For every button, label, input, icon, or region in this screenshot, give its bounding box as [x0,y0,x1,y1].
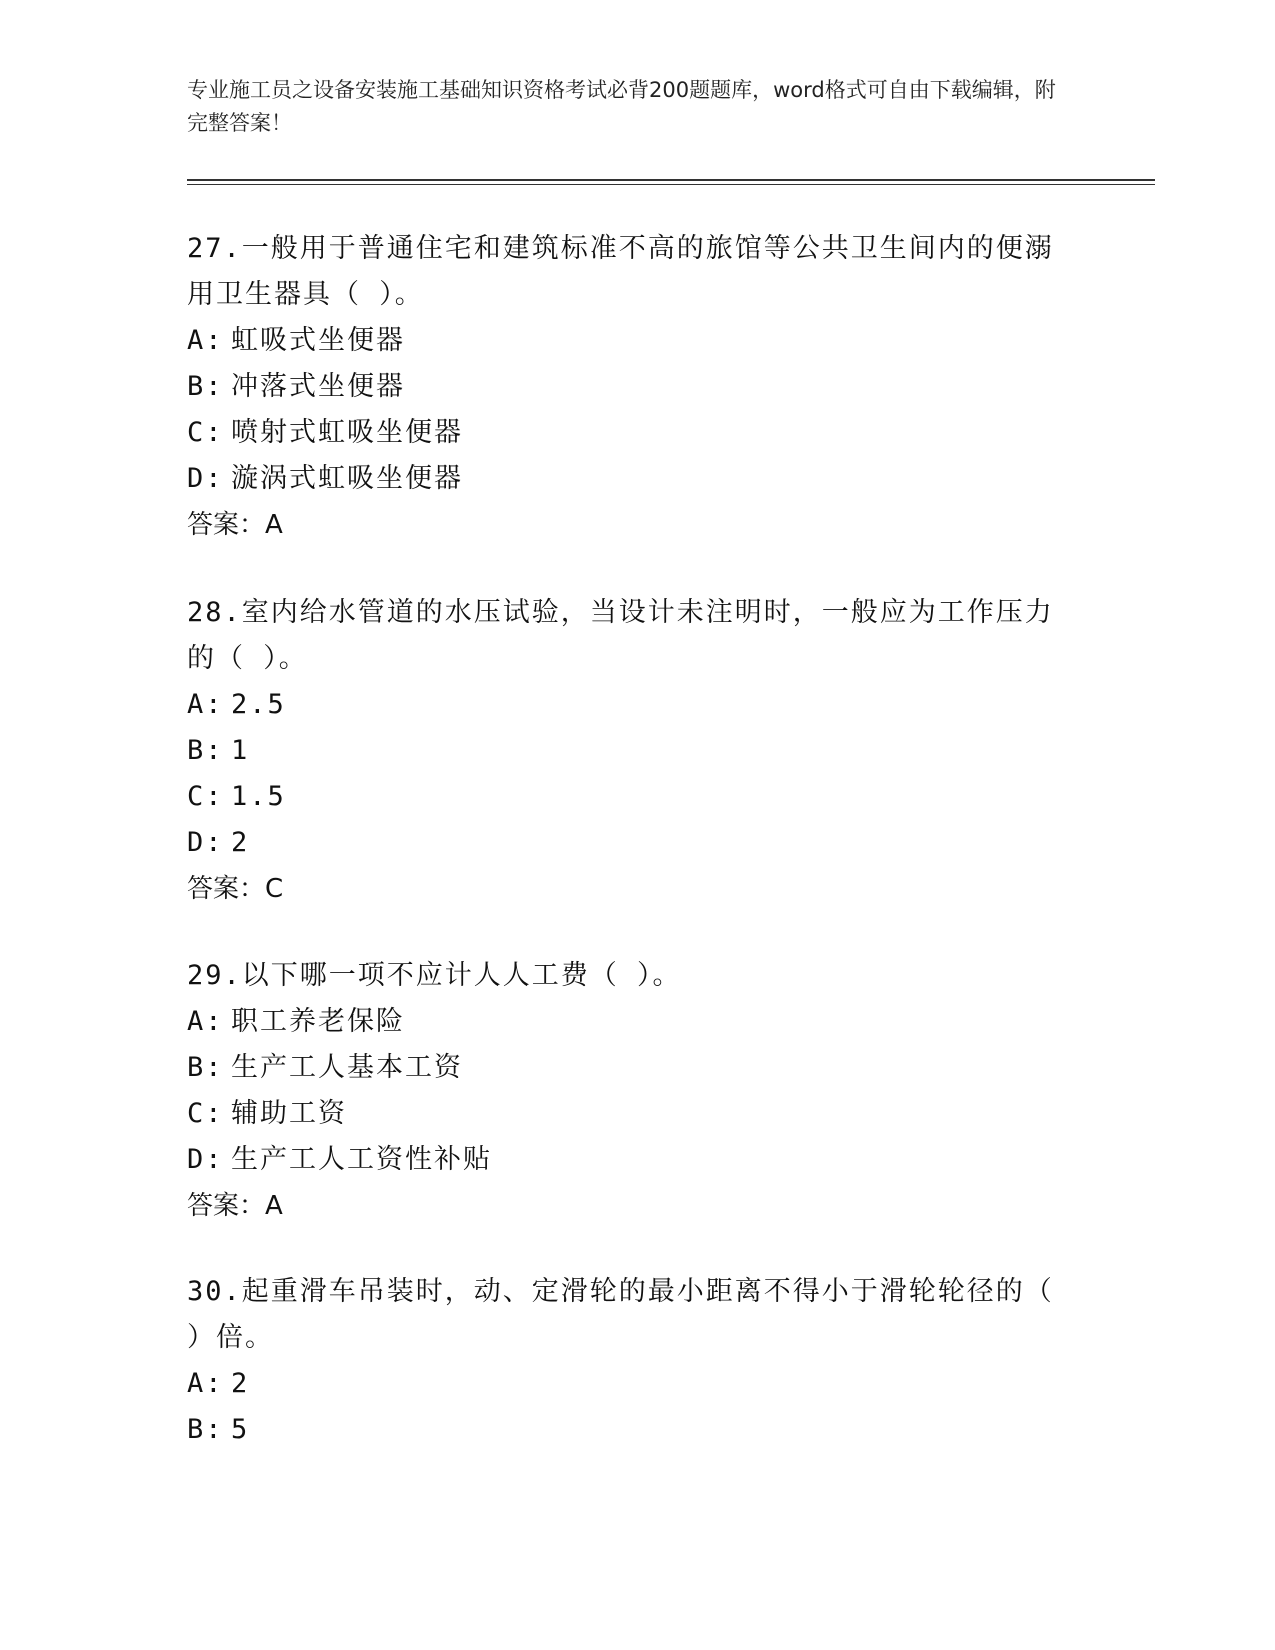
option-text: 生产工人工资性补贴 [231,1144,492,1175]
option-text: 生产工人基本工资 [231,1052,463,1083]
option-label: A: [187,325,224,356]
answer: 答案：C [187,874,284,904]
question-block [187,1269,1077,1453]
question-text: 30.起重滑车吊装时，动、定滑轮的最小距离不得小于滑轮轮径的（ ）倍。 [187,1276,1054,1353]
header-title: 专业施工员之设备安装施工基础知识资格考试必背200题题库，word格式可自由下载编辑，附完整答案！ [187,78,1056,135]
option-text: 1 [231,735,250,766]
option-b [187,728,1077,774]
option-b [187,1045,1077,1091]
question-text: 28.室内给水管道的水压试验，当设计未注明时，一般应为工作压力的（ ）。 [187,597,1054,674]
option-text: 冲落式坐便器 [231,371,405,402]
option-text: 2 [231,827,250,858]
option-c [187,410,1077,456]
option-text: 辅助工资 [231,1098,347,1129]
option-b [187,1407,1077,1453]
question-block [187,226,1077,548]
option-label: A: [187,1006,224,1037]
option-label: A: [187,1368,224,1399]
question-block [187,953,1077,1229]
option-a [187,682,1077,728]
option-b [187,364,1077,410]
header-divider [187,179,1155,181]
option-d [187,820,1077,866]
option-label: B: [187,1052,224,1083]
option-label: C: [187,1098,224,1129]
header-divider-thin [187,184,1155,185]
option-label: C: [187,417,224,448]
answer: 答案：A [187,1191,283,1221]
option-label: A: [187,689,224,720]
option-text: 漩涡式虹吸坐便器 [231,463,463,494]
question-block [187,590,1077,912]
option-c [187,774,1077,820]
option-d [187,456,1077,502]
option-label: B: [187,1414,224,1445]
option-text: 2.5 [231,689,286,720]
option-label: B: [187,735,224,766]
option-c [187,1091,1077,1137]
option-label: D: [187,463,224,494]
option-text: 2 [231,1368,250,1399]
question-text: 29.以下哪一项不应计人人工费（ ）。 [187,960,682,991]
document-header [187,74,1067,140]
option-text: 5 [231,1414,250,1445]
option-label: D: [187,1144,224,1175]
option-label: B: [187,371,224,402]
answer: 答案：A [187,510,283,540]
option-a [187,999,1077,1045]
option-a [187,318,1077,364]
option-label: C: [187,781,224,812]
option-label: D: [187,827,224,858]
option-text: 1.5 [231,781,286,812]
option-a [187,1361,1077,1407]
option-text: 虹吸式坐便器 [231,325,405,356]
option-text: 职工养老保险 [231,1006,405,1037]
question-text: 27.一般用于普通住宅和建筑标准不高的旅馆等公共卫生间内的便溺用卫生器具（ ）。 [187,233,1054,310]
option-text: 喷射式虹吸坐便器 [231,417,463,448]
option-d [187,1137,1077,1183]
